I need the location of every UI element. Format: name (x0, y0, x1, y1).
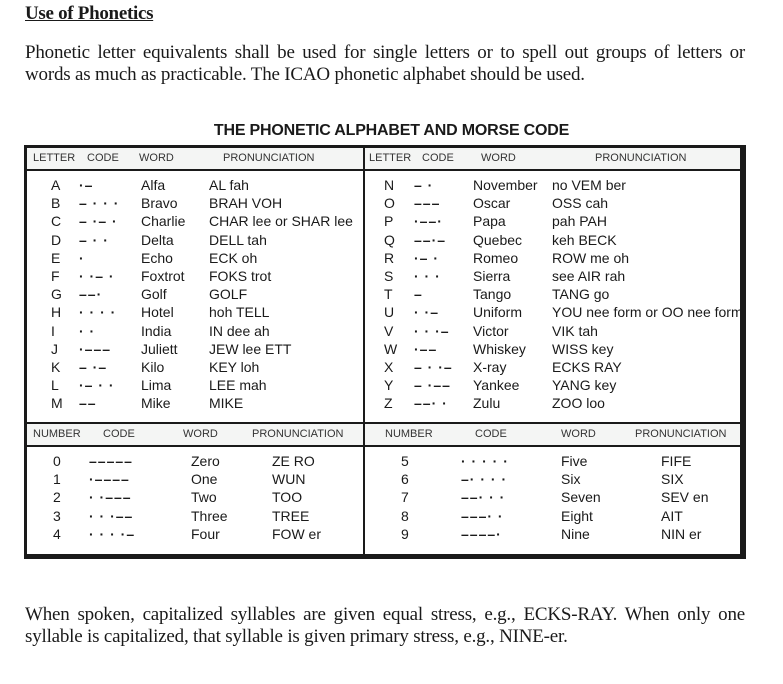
table-row (365, 508, 740, 526)
row-word: One (191, 471, 218, 488)
row-pronunciation: DELL tah (209, 231, 267, 248)
row-letter: M (51, 395, 63, 412)
row-morse-code: – · · (79, 231, 109, 248)
header-code: CODE (422, 152, 454, 164)
row-word: Zulu (473, 395, 501, 412)
row-letter: O (384, 195, 395, 212)
table-row (27, 213, 363, 231)
row-word: Eight (561, 507, 593, 524)
row-word: Bravo (141, 195, 178, 212)
table-row (27, 341, 363, 359)
row-morse-code: – ·– (79, 359, 108, 375)
row-letter: Z (384, 395, 393, 412)
table-row (365, 395, 740, 413)
row-pronunciation: SIX (661, 471, 684, 488)
row-pronunciation: TANG go (552, 286, 610, 303)
row-morse-code: · · ·–– (89, 507, 134, 524)
row-word: Alfa (141, 177, 166, 193)
row-word: Two (191, 489, 217, 506)
row-word: Charlie (141, 213, 186, 230)
row-word: Five (561, 453, 588, 469)
row-letter: P (384, 213, 394, 230)
row-letter: Q (384, 231, 395, 248)
table-row (27, 489, 363, 507)
row-morse-code: · · · (414, 268, 441, 284)
row-pronunciation: IN dee ah (209, 322, 270, 339)
row-morse-code: – · (414, 177, 434, 193)
header-number: NUMBER (385, 428, 433, 440)
table-row (365, 213, 740, 231)
table-row (365, 341, 740, 359)
row-pronunciation: KEY loh (209, 359, 260, 375)
row-word: Lima (141, 377, 172, 394)
table-row (27, 268, 363, 286)
row-word: Oscar (473, 195, 511, 212)
row-pronunciation: YANG key (552, 377, 617, 394)
row-morse-code: ·––– (79, 340, 112, 357)
header-letter: LETTER (369, 152, 412, 164)
row-letter: X (384, 359, 394, 375)
row-morse-code: · · · · · (461, 453, 509, 469)
row-word: Golf (141, 286, 167, 303)
row-word: Four (191, 525, 220, 542)
table-row (27, 177, 363, 195)
row-morse-code: – ·–– (414, 377, 451, 394)
row-pronunciation: TREE (272, 507, 310, 524)
row-pronunciation: MIKE (209, 395, 244, 412)
row-morse-code: · (79, 249, 85, 266)
row-morse-code: · ·– (414, 304, 439, 321)
table-row (365, 195, 740, 213)
row-pronunciation: NIN er (661, 525, 702, 542)
row-letter: Y (384, 377, 394, 394)
row-pronunciation: CHAR lee or SHAR lee (209, 213, 353, 230)
row-morse-code: ––– (414, 195, 441, 212)
row-word: Tango (473, 286, 512, 303)
header-pronunciation: PRONUNCIATION (595, 152, 687, 164)
row-pronunciation: YOU nee form or OO nee form (552, 304, 743, 321)
row-pronunciation: ZE RO (272, 453, 315, 469)
row-letter: F (51, 268, 60, 284)
row-word: Kilo (141, 359, 165, 375)
row-word: Sierra (473, 268, 511, 284)
table-row (365, 177, 740, 195)
left-half (27, 148, 363, 554)
row-letter: D (51, 231, 62, 248)
header-word: WORD (481, 152, 516, 164)
row-morse-code: ––· (79, 286, 103, 303)
table-row (27, 526, 363, 544)
row-pronunciation: ECK oh (209, 249, 258, 266)
row-letter: W (384, 340, 398, 357)
table-row (27, 304, 363, 322)
row-morse-code: ––· · (414, 395, 448, 412)
row-morse-code: –––· · (461, 507, 504, 524)
row-word: Three (191, 507, 228, 524)
table-row (365, 471, 740, 489)
row-letter: C (51, 213, 62, 230)
row-morse-code: · ·––– (89, 489, 132, 506)
row-morse-code: ·––· (414, 213, 443, 230)
row-word: Foxtrot (141, 268, 185, 284)
row-pronunciation: AL fah (209, 177, 249, 193)
row-pronunciation: no VEM ber (552, 177, 626, 193)
row-number: 0 (53, 453, 61, 469)
letter-header-left (27, 148, 363, 171)
row-pronunciation: FOKS trot (209, 268, 272, 284)
row-word: Juliett (141, 340, 178, 357)
row-pronunciation: ZOO loo (552, 395, 605, 412)
row-pronunciation: LEE mah (209, 377, 267, 394)
header-number: NUMBER (33, 428, 81, 440)
letter-header-right (365, 148, 740, 171)
row-morse-code: – (414, 286, 423, 303)
row-pronunciation: BRAH VOH (209, 195, 283, 212)
row-pronunciation: FIFE (661, 453, 692, 469)
table-row (27, 508, 363, 526)
row-word: Seven (561, 489, 601, 506)
table-row (27, 395, 363, 413)
row-word: Papa (473, 213, 506, 230)
table-row (365, 377, 740, 395)
row-letter: K (51, 359, 61, 375)
row-morse-code: ––––· (461, 525, 502, 542)
header-word: WORD (561, 428, 596, 440)
header-code: CODE (87, 152, 119, 164)
header-word: WORD (183, 428, 218, 440)
row-number: 9 (401, 525, 409, 542)
table-row (27, 377, 363, 395)
row-morse-code: ––––– (89, 453, 133, 469)
row-morse-code: ·– (79, 177, 94, 193)
intro-paragraph: Phonetic letter equivalents shall be used for single letters or to spell out groups of letters or words as much as practicable. The ICAO phonetic alphabet should be used. (25, 42, 745, 85)
row-pronunciation: hoh TELL (209, 304, 270, 321)
row-word: Mike (141, 395, 171, 412)
row-pronunciation: FOW er (272, 525, 321, 542)
header-pronunciation: PRONUNCIATION (635, 428, 727, 440)
row-pronunciation: TOO (272, 489, 303, 506)
row-word: Nine (561, 525, 590, 542)
table-row (365, 526, 740, 544)
row-pronunciation: OSS cah (552, 195, 609, 212)
row-letter: S (384, 268, 394, 284)
outro-paragraph: When spoken, capitalized syllables are given equal stress, e.g., ECKS-RAY. When only one syllable is capitalized, that syllable is given primary stress, e.g., NINE-er. (25, 604, 745, 647)
table-row (365, 359, 740, 377)
section-title: Use of Phonetics (25, 3, 154, 24)
row-word: Romeo (473, 249, 519, 266)
row-pronunciation: SEV en (661, 489, 709, 506)
row-morse-code: – ·– · (79, 213, 118, 230)
header-word: WORD (139, 152, 174, 164)
header-pronunciation: PRONUNCIATION (223, 152, 315, 164)
row-word: Six (561, 471, 581, 488)
row-pronunciation: GOLF (209, 286, 248, 303)
phonetic-alphabet-table (24, 145, 746, 559)
number-header-right (365, 424, 740, 447)
row-morse-code: · · (79, 322, 96, 339)
header-code: CODE (475, 428, 507, 440)
header-letter: LETTER (33, 152, 76, 164)
table-row (27, 286, 363, 304)
table-row (365, 323, 740, 341)
row-morse-code: – · · · (79, 195, 120, 212)
row-number: 4 (53, 525, 61, 542)
table-title: THE PHONETIC ALPHABET AND MORSE CODE (213, 122, 570, 139)
table-row (27, 323, 363, 341)
row-word: India (141, 322, 172, 339)
row-letter: V (384, 322, 394, 339)
table-row (365, 286, 740, 304)
row-word: X-ray (473, 359, 507, 375)
row-number: 3 (53, 507, 61, 524)
row-morse-code: ·–– (414, 340, 438, 357)
table-row (27, 359, 363, 377)
table-row (27, 471, 363, 489)
header-pronunciation: PRONUNCIATION (252, 428, 344, 440)
row-pronunciation: ECKS RAY (552, 359, 622, 375)
row-morse-code: –· · · · (461, 471, 508, 488)
row-pronunciation: ROW me oh (552, 249, 630, 266)
row-word: Quebec (473, 231, 523, 248)
row-number: 8 (401, 507, 409, 524)
row-morse-code: – · ·– (414, 359, 453, 375)
row-word: Uniform (473, 304, 523, 321)
row-letter: B (51, 195, 61, 212)
table-row (27, 250, 363, 268)
row-letter: I (51, 322, 55, 339)
row-pronunciation: AIT (661, 507, 683, 524)
row-morse-code: –– (79, 395, 97, 412)
row-number: 7 (401, 489, 409, 506)
table-row (27, 453, 363, 471)
table-row (27, 232, 363, 250)
row-pronunciation: see AIR rah (552, 268, 626, 284)
row-pronunciation: JEW lee ETT (209, 340, 292, 357)
row-word: Hotel (141, 304, 174, 321)
row-letter: G (51, 286, 62, 303)
row-morse-code: ·–––– (89, 471, 130, 488)
row-letter: R (384, 249, 395, 266)
row-morse-code: · · · ·– (89, 525, 136, 542)
row-morse-code: ––· · · (461, 489, 506, 506)
row-word: Echo (141, 249, 173, 266)
table-row (365, 304, 743, 322)
row-pronunciation: keh BECK (552, 231, 617, 248)
row-number: 6 (401, 471, 409, 488)
row-word: Zero (191, 453, 220, 469)
table-row (365, 232, 740, 250)
row-pronunciation: WUN (272, 471, 306, 488)
row-morse-code: ·– · · (79, 377, 115, 394)
row-letter: E (51, 249, 61, 266)
row-morse-code: ––·– (414, 231, 447, 248)
right-half (365, 148, 743, 554)
table-row (365, 268, 740, 286)
table-row (365, 453, 740, 471)
row-word: Whiskey (473, 340, 526, 357)
row-letter: N (384, 177, 395, 193)
number-header-left (27, 424, 363, 447)
row-word: Victor (473, 322, 509, 339)
row-pronunciation: VIK tah (552, 322, 598, 339)
row-letter: U (384, 304, 395, 321)
row-word: November (473, 177, 538, 193)
table-row (365, 489, 740, 507)
row-letter: T (384, 286, 393, 303)
table-row (27, 195, 363, 213)
row-word: Yankee (473, 377, 520, 394)
row-pronunciation: WISS key (552, 340, 614, 357)
row-letter: L (51, 377, 59, 394)
header-code: CODE (103, 428, 135, 440)
row-letter: H (51, 304, 62, 321)
row-morse-code: · · ·– (414, 322, 450, 339)
row-letter: A (51, 177, 61, 193)
row-morse-code: · ·– · (79, 268, 115, 284)
table-row (365, 250, 740, 268)
row-morse-code: ·– · (414, 249, 439, 266)
row-word: Delta (141, 231, 174, 248)
row-number: 2 (53, 489, 61, 506)
row-letter: J (51, 340, 58, 357)
row-pronunciation: pah PAH (552, 213, 607, 230)
row-number: 1 (53, 471, 61, 488)
row-number: 5 (401, 453, 409, 469)
row-morse-code: · · · · (79, 304, 117, 321)
